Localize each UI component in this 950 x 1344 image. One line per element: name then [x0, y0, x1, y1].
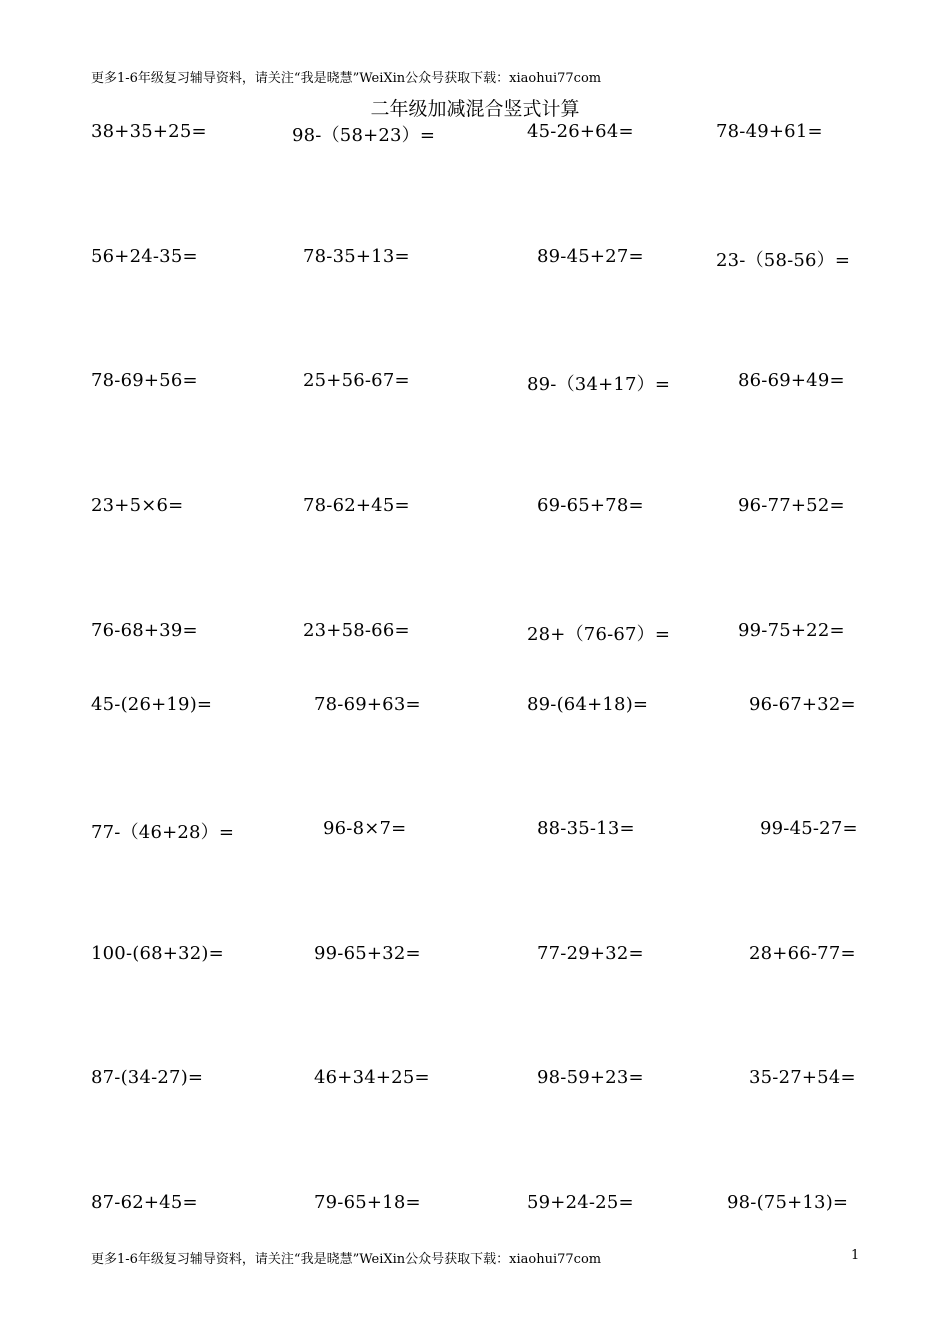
- problem-r2-c2: 78-35+13=: [303, 246, 410, 267]
- problem-r5-c4: 99-75+22=: [738, 620, 845, 641]
- problem-r3-c4: 86-69+49=: [738, 370, 845, 391]
- problem-r4-c4: 96-77+52=: [738, 495, 845, 516]
- problem-r9-c1: 87-(34-27)=: [91, 1067, 204, 1088]
- problem-r8-c2: 99-65+32=: [314, 943, 421, 964]
- page-title: 二年级加减混合竖式计算: [370, 98, 580, 120]
- problem-r8-c4: 28+66-77=: [749, 943, 856, 964]
- problem-r6-c2: 78-69+63=: [314, 694, 421, 715]
- problem-r9-c2: 46+34+25=: [314, 1067, 430, 1088]
- problem-r10-c1: 87-62+45=: [91, 1192, 198, 1213]
- problem-r7-c1: 77-（46+28）=: [91, 822, 235, 843]
- problem-r2-c4: 23-（58-56）=: [716, 250, 851, 271]
- footer-text: 更多1-6年级复习辅导资料，请关注“我是晓慧”WeiXin公众号获取下载：xiaohui77com: [91, 1252, 602, 1267]
- problem-r10-c3: 59+24-25=: [527, 1192, 634, 1213]
- problem-r1-c2: 98-（58+23）=: [292, 125, 436, 146]
- problem-r7-c4: 99-45-27=: [760, 818, 858, 839]
- problem-r6-c1: 45-(26+19)=: [91, 694, 213, 715]
- problem-r5-c3: 28+（76-67）=: [527, 624, 671, 645]
- problem-r7-c3: 88-35-13=: [537, 818, 635, 839]
- problem-r9-c4: 35-27+54=: [749, 1067, 856, 1088]
- header-text: 更多1-6年级复习辅导资料，请关注“我是晓慧”WeiXin公众号获取下载：xiaohui77com: [91, 71, 602, 86]
- page-number: 1: [851, 1248, 860, 1263]
- problem-r3-c1: 78-69+56=: [91, 370, 198, 391]
- problem-r4-c1: 23+5×6=: [91, 495, 184, 516]
- problem-r1-c4: 78-49+61=: [716, 121, 823, 142]
- problem-r10-c4: 98-(75+13)=: [727, 1192, 849, 1213]
- problem-r10-c2: 79-65+18=: [314, 1192, 421, 1213]
- problem-r4-c2: 78-62+45=: [303, 495, 410, 516]
- problem-r6-c4: 96-67+32=: [749, 694, 856, 715]
- problem-r8-c3: 77-29+32=: [537, 943, 644, 964]
- problem-r2-c1: 56+24-35=: [91, 246, 198, 267]
- problem-r6-c3: 89-(64+18)=: [527, 694, 649, 715]
- problem-r1-c3: 45-26+64=: [527, 121, 634, 142]
- problem-r8-c1: 100-(68+32)=: [91, 943, 224, 964]
- problem-r3-c2: 25+56-67=: [303, 370, 410, 391]
- problem-r7-c2: 96-8×7=: [323, 818, 407, 839]
- problem-r1-c1: 38+35+25=: [91, 121, 207, 142]
- problem-r2-c3: 89-45+27=: [537, 246, 644, 267]
- problem-r9-c3: 98-59+23=: [537, 1067, 644, 1088]
- problem-r5-c1: 76-68+39=: [91, 620, 198, 641]
- problem-r3-c3: 89-（34+17）=: [527, 374, 671, 395]
- problem-r4-c3: 69-65+78=: [537, 495, 644, 516]
- problem-r5-c2: 23+58-66=: [303, 620, 410, 641]
